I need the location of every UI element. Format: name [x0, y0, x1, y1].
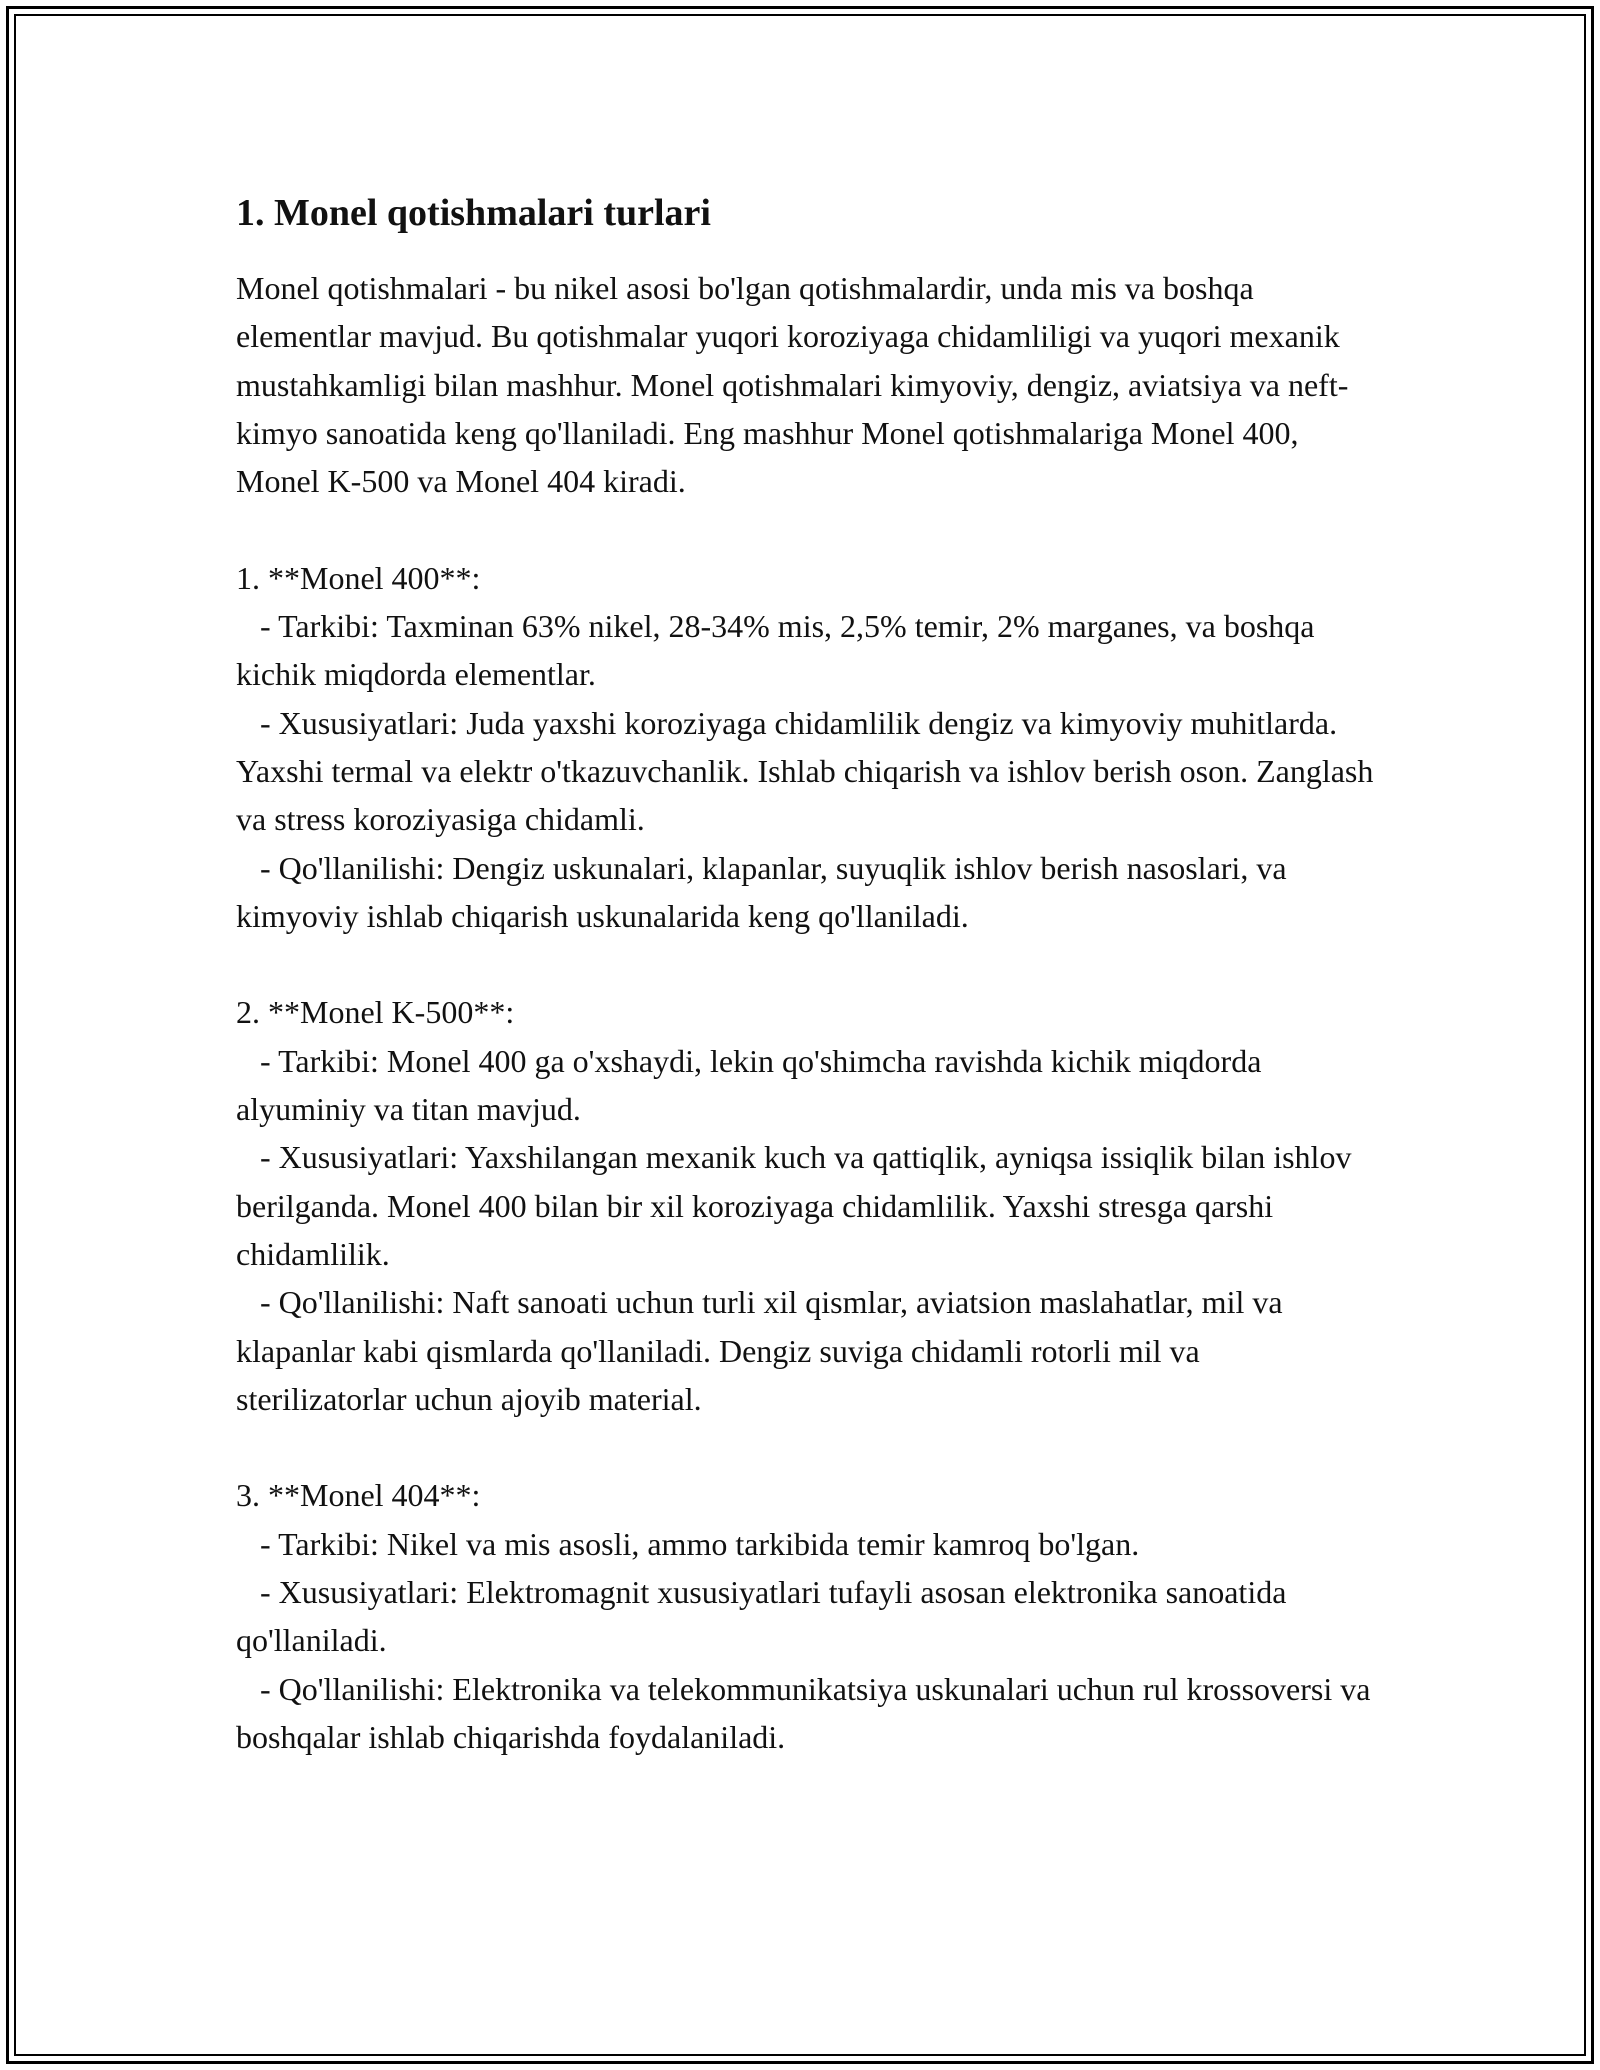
- alloy-properties: - Xususiyatlari: Yaxshilangan mexanik kuch va qattiqlik, ayniqsa issiqlik bilan ishlov berilganda. Monel 400 bilan bir xil koroziyaga chidamlilik. Yaxshi stresga qarshi chidamlilik.: [236, 1139, 1360, 1272]
- alloy-composition: - Tarkibi: Nikel va mis asosli, ammo tarkibida temir kamroq bo'lgan.: [236, 1525, 1140, 1562]
- alloy-section-monel-400: [236, 554, 1382, 940]
- alloy-properties: - Xususiyatlari: Juda yaxshi koroziyaga chidamlilik dengiz va kimyoviy muhitlarda. Yaxshi termal va elektr o'tkazuvchanlik. Ishlab chiqarish va ishlov berish oson. Zanglash va stress koroziyasiga chidamli.: [236, 704, 1382, 838]
- alloy-applications: - Qo'llanilishi: Naft sanoati uchun turli xil qismlar, aviatsion maslahatlar, mil va klapanlar kabi qismlarda qo'llaniladi. Dengiz suviga chidamli rotorli mil va sterilizatorlar uchun ajoyib material.: [236, 1284, 1291, 1417]
- document-body: [236, 188, 1382, 1761]
- alloy-title: 1. **Monel 400**:: [236, 559, 481, 596]
- alloy-composition: - Tarkibi: Taxminan 63% nikel, 28-34% mis, 2,5% temir, 2% marganes, va boshqa kichik miqdorda elementlar.: [236, 608, 1323, 693]
- alloy-applications: - Qo'llanilishi: Dengiz uskunalari, klapanlar, suyuqlik ishlov berish nasoslari, va kimyoviy ishlab chiqarish uskunalarida keng qo'llaniladi.: [236, 849, 1295, 934]
- alloy-section-monel-k500: [236, 988, 1376, 1423]
- alloy-title: 3. **Monel 404**:: [236, 1477, 481, 1514]
- alloy-section-monel-404: [236, 1471, 1379, 1761]
- alloy-title: 2. **Monel K-500**:: [236, 994, 515, 1031]
- alloy-applications: - Qo'llanilishi: Elektronika va telekommunikatsiya uskunalari uchun rul krossoversi va boshqalar ishlab chiqarishda foydalaniladi.: [236, 1670, 1379, 1755]
- alloy-composition: - Tarkibi: Monel 400 ga o'xshaydi, lekin qo'shimcha ravishda kichik miqdorda alyuminiy va titan mavjud.: [236, 1042, 1270, 1128]
- intro-paragraph: Monel qotishmalari - bu nikel asosi bo'lgan qotishmalardir, unda mis va boshqa elementlar mavjud. Bu qotishmalar yuqori koroziyaga chidamliligi va yuqori mexanik mustahkamligi bilan mashhur. Monel qotishmalari kimyoviy, dengiz, aviatsiya va neft-kimyo sanoatida keng qo'llaniladi. Eng mashhur Monel qotishmalariga Monel 400, Monel K-500 va Monel 404 kiradi.: [236, 270, 1349, 500]
- section-heading: 1. Monel qotishmalari turlari: [236, 192, 711, 234]
- alloy-properties: - Xususiyatlari: Elektromagnit xususiyatlari tufayli asosan elektronika sanoatida qo'llaniladi.: [236, 1574, 1295, 1659]
